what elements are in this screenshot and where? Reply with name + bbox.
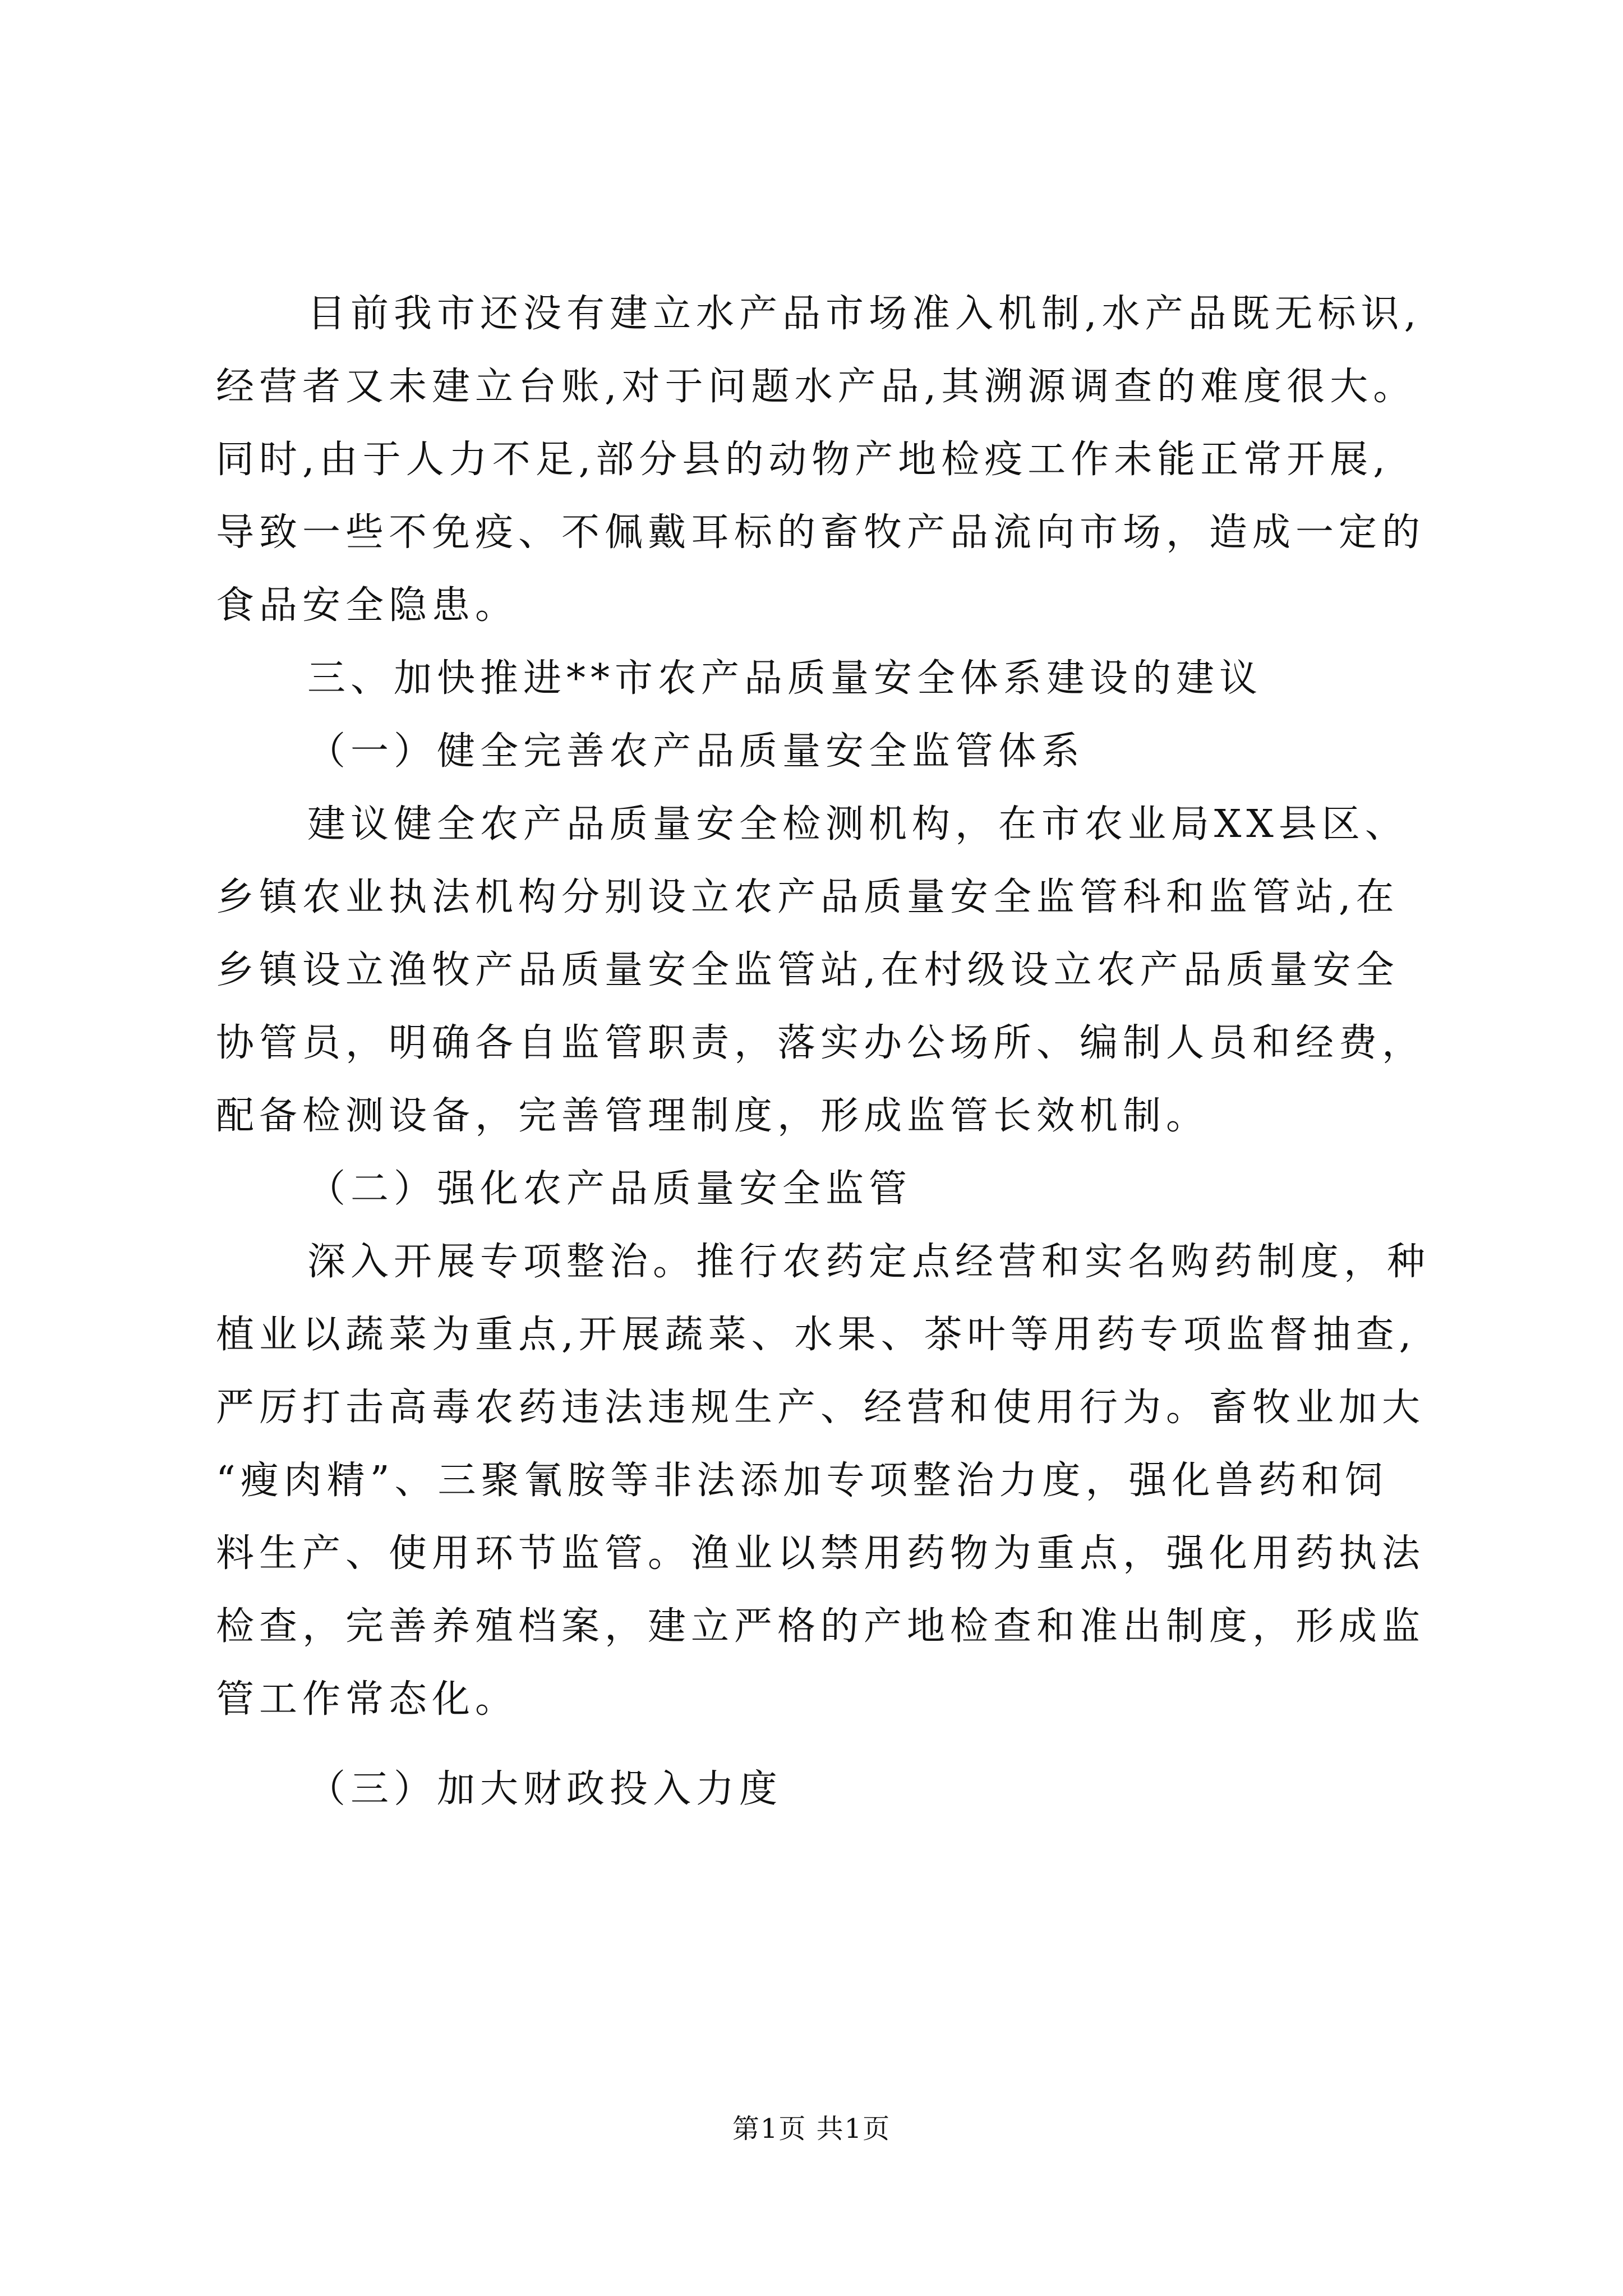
subsection-heading: （二）强化农产品质量安全监管 bbox=[307, 1167, 912, 1211]
paragraph-line: 同时,由于人力不足,部分县的动物产地检疫工作未能正常开展, bbox=[216, 438, 1390, 482]
section-heading: 三、加快推进**市农产品质量安全体系建设的建议 bbox=[307, 656, 1263, 701]
paragraph-line: 料生产、使用环节监管。渔业以禁用药物为重点，强化用药执法 bbox=[216, 1531, 1426, 1576]
paragraph-line: 经营者又未建立台账,对于问题水产品,其溯源调查的难度很大。 bbox=[216, 365, 1417, 409]
paragraph-line: 配备检测设备，完善管理制度，形成监管长效机制。 bbox=[216, 1094, 1210, 1138]
paragraph-line: 建议健全农产品质量安全检测机构，在市农业局XX县区、 bbox=[307, 802, 1408, 846]
paragraph-line: 检查，完善养殖档案，建立严格的产地检查和准出制度，形成监 bbox=[216, 1604, 1426, 1649]
paragraph-line: 目前我市还没有建立水产品市场准入机制,水产品既无标识, bbox=[307, 292, 1422, 336]
subsection-heading: （一）健全完善农产品质量安全监管体系 bbox=[307, 729, 1085, 774]
paragraph-line: 乡镇设立渔牧产品质量安全监管站,在村级设立农产品质量安全 bbox=[216, 948, 1399, 992]
paragraph-line: 深入开展专项整治。推行农药定点经营和实名购药制度，种 bbox=[307, 1240, 1431, 1284]
paragraph-line: 严厉打击高毒农药违法违规生产、经营和使用行为。畜牧业加大 bbox=[216, 1386, 1426, 1430]
paragraph-line: 乡镇农业执法机构分别设立农产品质量安全监管科和监管站,在 bbox=[216, 875, 1399, 919]
paragraph-line: 管工作常态化。 bbox=[216, 1677, 519, 1722]
paragraph-line: 植业以蔬菜为重点,开展蔬菜、水果、茶叶等用药专项监督抽查, bbox=[216, 1313, 1417, 1357]
paragraph-line: 导致一些不免疫、不佩戴耳标的畜牧产品流向市场，造成一定的 bbox=[216, 510, 1426, 555]
paragraph-line: “瘦肉精”、三聚氰胺等非法添加专项整治力度，强化兽药和饲 bbox=[216, 1458, 1388, 1503]
paragraph-line: 协管员，明确各自监管职责，落实办公场所、编制人员和经费， bbox=[216, 1021, 1426, 1065]
page-footer: 第1页 共1页 bbox=[732, 2113, 891, 2145]
paragraph-line: 食品安全隐患。 bbox=[216, 583, 519, 628]
subsection-heading: （三）加大财政投入力度 bbox=[307, 1767, 783, 1811]
